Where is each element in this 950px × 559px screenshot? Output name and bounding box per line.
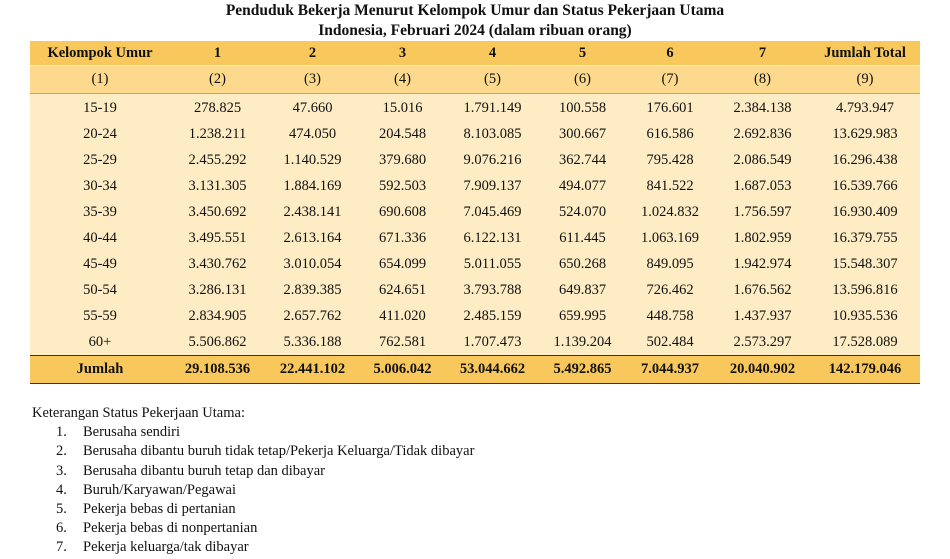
value-cell: 15.016 xyxy=(360,94,445,122)
value-cell: 2.438.141 xyxy=(265,199,360,225)
value-cell: 13.629.983 xyxy=(810,121,920,147)
value-cell: 1.676.562 xyxy=(715,277,810,303)
column-number: (1) xyxy=(30,66,170,94)
value-cell: 2.692.836 xyxy=(715,121,810,147)
table-subtitle: Indonesia, Februari 2024 (dalam ribuan orang) xyxy=(318,22,632,39)
notes-section xyxy=(32,404,474,558)
column-number: (6) xyxy=(540,66,625,94)
table-row xyxy=(30,329,920,356)
column-number: (8) xyxy=(715,66,810,94)
value-cell: 841.522 xyxy=(625,173,715,199)
value-cell: 7.909.137 xyxy=(445,173,540,199)
note-index: 7. xyxy=(56,539,67,556)
value-cell: 502.484 xyxy=(625,329,715,356)
value-cell: 379.680 xyxy=(360,147,445,173)
value-cell: 611.445 xyxy=(540,225,625,251)
value-cell: 1.942.974 xyxy=(715,251,810,277)
note-text: Pekerja bebas di pertanian xyxy=(83,501,236,518)
note-text: Berusaha sendiri xyxy=(83,424,181,441)
note-text: Berusaha dibantu buruh tidak tetap/Pekerja Keluarga/Tidak dibayar xyxy=(83,443,475,460)
value-cell: 1.756.597 xyxy=(715,199,810,225)
note-item xyxy=(56,538,474,557)
column-header: Jumlah Total xyxy=(810,41,920,66)
value-cell: 8.103.085 xyxy=(445,121,540,147)
value-cell: 3.495.551 xyxy=(170,225,265,251)
value-cell: 474.050 xyxy=(265,121,360,147)
age-group-cell: 45-49 xyxy=(30,251,170,277)
value-cell: 762.581 xyxy=(360,329,445,356)
table-row xyxy=(30,173,920,199)
value-cell: 9.076.216 xyxy=(445,147,540,173)
age-group-cell: 25-29 xyxy=(30,147,170,173)
column-header: 5 xyxy=(540,41,625,66)
value-cell: 1.884.169 xyxy=(265,173,360,199)
value-cell: 494.077 xyxy=(540,173,625,199)
employment-table xyxy=(30,41,920,384)
total-cell: 142.179.046 xyxy=(810,356,920,384)
note-item xyxy=(56,500,474,519)
table-body xyxy=(30,94,920,356)
value-cell: 2.839.385 xyxy=(265,277,360,303)
note-item xyxy=(56,423,474,442)
column-number: (2) xyxy=(170,66,265,94)
value-cell: 16.930.409 xyxy=(810,199,920,225)
value-cell: 2.613.164 xyxy=(265,225,360,251)
age-group-cell: 50-54 xyxy=(30,277,170,303)
value-cell: 1.791.149 xyxy=(445,94,540,122)
value-cell: 849.095 xyxy=(625,251,715,277)
age-group-cell: 30-34 xyxy=(30,173,170,199)
note-index: 6. xyxy=(56,520,67,537)
note-text: Buruh/Karyawan/Pegawai xyxy=(83,481,237,498)
value-cell: 3.793.788 xyxy=(445,277,540,303)
table-row xyxy=(30,121,920,147)
column-number-row xyxy=(30,66,920,94)
value-cell: 795.428 xyxy=(625,147,715,173)
total-cell: 5.006.042 xyxy=(360,356,445,384)
table-row xyxy=(30,225,920,251)
table-row xyxy=(30,147,920,173)
note-index: 3. xyxy=(56,462,67,479)
value-cell: 592.503 xyxy=(360,173,445,199)
note-index: 4. xyxy=(56,481,67,498)
table-row xyxy=(30,251,920,277)
column-header: Kelompok Umur xyxy=(30,41,170,66)
age-group-cell: 60+ xyxy=(30,329,170,356)
value-cell: 1.024.832 xyxy=(625,199,715,225)
age-group-cell: 35-39 xyxy=(30,199,170,225)
value-cell: 13.596.816 xyxy=(810,277,920,303)
total-cell: 20.040.902 xyxy=(715,356,810,384)
value-cell: 4.793.947 xyxy=(810,94,920,122)
value-cell: 3.010.054 xyxy=(265,251,360,277)
value-cell: 2.657.762 xyxy=(265,303,360,329)
value-cell: 15.548.307 xyxy=(810,251,920,277)
value-cell: 362.744 xyxy=(540,147,625,173)
value-cell: 2.485.159 xyxy=(445,303,540,329)
note-text: Pekerja bebas di nonpertanian xyxy=(83,520,258,537)
value-cell: 6.122.131 xyxy=(445,225,540,251)
value-cell: 17.528.089 xyxy=(810,329,920,356)
column-header: 7 xyxy=(715,41,810,66)
value-cell: 659.995 xyxy=(540,303,625,329)
column-header: 4 xyxy=(445,41,540,66)
note-index: 1. xyxy=(56,424,67,441)
value-cell: 100.558 xyxy=(540,94,625,122)
notes-list xyxy=(32,423,474,557)
total-cell: 7.044.937 xyxy=(625,356,715,384)
column-header: 3 xyxy=(360,41,445,66)
total-cell: 53.044.662 xyxy=(445,356,540,384)
value-cell: 300.667 xyxy=(540,121,625,147)
age-group-cell: 20-24 xyxy=(30,121,170,147)
value-cell: 2.086.549 xyxy=(715,147,810,173)
value-cell: 690.608 xyxy=(360,199,445,225)
value-cell: 278.825 xyxy=(170,94,265,122)
value-cell: 3.450.692 xyxy=(170,199,265,225)
value-cell: 650.268 xyxy=(540,251,625,277)
value-cell: 448.758 xyxy=(625,303,715,329)
value-cell: 1.437.937 xyxy=(715,303,810,329)
value-cell: 5.506.862 xyxy=(170,329,265,356)
total-cell: 29.108.536 xyxy=(170,356,265,384)
value-cell: 16.296.438 xyxy=(810,147,920,173)
value-cell: 3.131.305 xyxy=(170,173,265,199)
table-row xyxy=(30,277,920,303)
note-text: Berusaha dibantu buruh tetap dan dibayar xyxy=(83,462,325,479)
value-cell: 411.020 xyxy=(360,303,445,329)
value-cell: 1.139.204 xyxy=(540,329,625,356)
value-cell: 2.455.292 xyxy=(170,147,265,173)
value-cell: 16.379.755 xyxy=(810,225,920,251)
column-number: (4) xyxy=(360,66,445,94)
value-cell: 1.687.053 xyxy=(715,173,810,199)
value-cell: 726.462 xyxy=(625,277,715,303)
value-cell: 3.430.762 xyxy=(170,251,265,277)
value-cell: 524.070 xyxy=(540,199,625,225)
value-cell: 1.063.169 xyxy=(625,225,715,251)
value-cell: 10.935.536 xyxy=(810,303,920,329)
value-cell: 2.834.905 xyxy=(170,303,265,329)
total-cell: 5.492.865 xyxy=(540,356,625,384)
age-group-cell: 15-19 xyxy=(30,94,170,122)
table-row xyxy=(30,94,920,122)
note-text: Pekerja keluarga/tak dibayar xyxy=(83,539,249,556)
column-number: (9) xyxy=(810,66,920,94)
table-row xyxy=(30,303,920,329)
value-cell: 2.384.138 xyxy=(715,94,810,122)
table-title: Penduduk Bekerja Menurut Kelompok Umur dan Status Pekerjaan Utama xyxy=(225,2,725,19)
value-cell: 2.573.297 xyxy=(715,329,810,356)
column-number: (3) xyxy=(265,66,360,94)
note-item xyxy=(56,481,474,500)
value-cell: 5.336.188 xyxy=(265,329,360,356)
notes-heading: Keterangan Status Pekerjaan Utama: xyxy=(32,405,245,421)
value-cell: 1.707.473 xyxy=(445,329,540,356)
value-cell: 654.099 xyxy=(360,251,445,277)
value-cell: 624.651 xyxy=(360,277,445,303)
table-row xyxy=(30,199,920,225)
value-cell: 649.837 xyxy=(540,277,625,303)
note-item xyxy=(56,519,474,538)
age-group-cell: 55-59 xyxy=(30,303,170,329)
age-group-cell: 40-44 xyxy=(30,225,170,251)
value-cell: 616.586 xyxy=(625,121,715,147)
header-row xyxy=(30,41,920,66)
total-label: Jumlah xyxy=(30,356,170,384)
note-item xyxy=(56,442,475,461)
note-index: 5. xyxy=(56,501,67,518)
column-header: 6 xyxy=(625,41,715,66)
value-cell: 16.539.766 xyxy=(810,173,920,199)
value-cell: 204.548 xyxy=(360,121,445,147)
note-index: 2. xyxy=(56,443,67,460)
value-cell: 1.238.211 xyxy=(170,121,265,147)
value-cell: 1.140.529 xyxy=(265,147,360,173)
value-cell: 3.286.131 xyxy=(170,277,265,303)
value-cell: 7.045.469 xyxy=(445,199,540,225)
note-item xyxy=(56,462,474,481)
value-cell: 5.011.055 xyxy=(445,251,540,277)
value-cell: 47.660 xyxy=(265,94,360,122)
column-number: (7) xyxy=(625,66,715,94)
value-cell: 1.802.959 xyxy=(715,225,810,251)
total-cell: 22.441.102 xyxy=(265,356,360,384)
column-header: 1 xyxy=(170,41,265,66)
column-number: (5) xyxy=(445,66,540,94)
total-row xyxy=(30,356,920,384)
value-cell: 176.601 xyxy=(625,94,715,122)
column-header: 2 xyxy=(265,41,360,66)
value-cell: 671.336 xyxy=(360,225,445,251)
